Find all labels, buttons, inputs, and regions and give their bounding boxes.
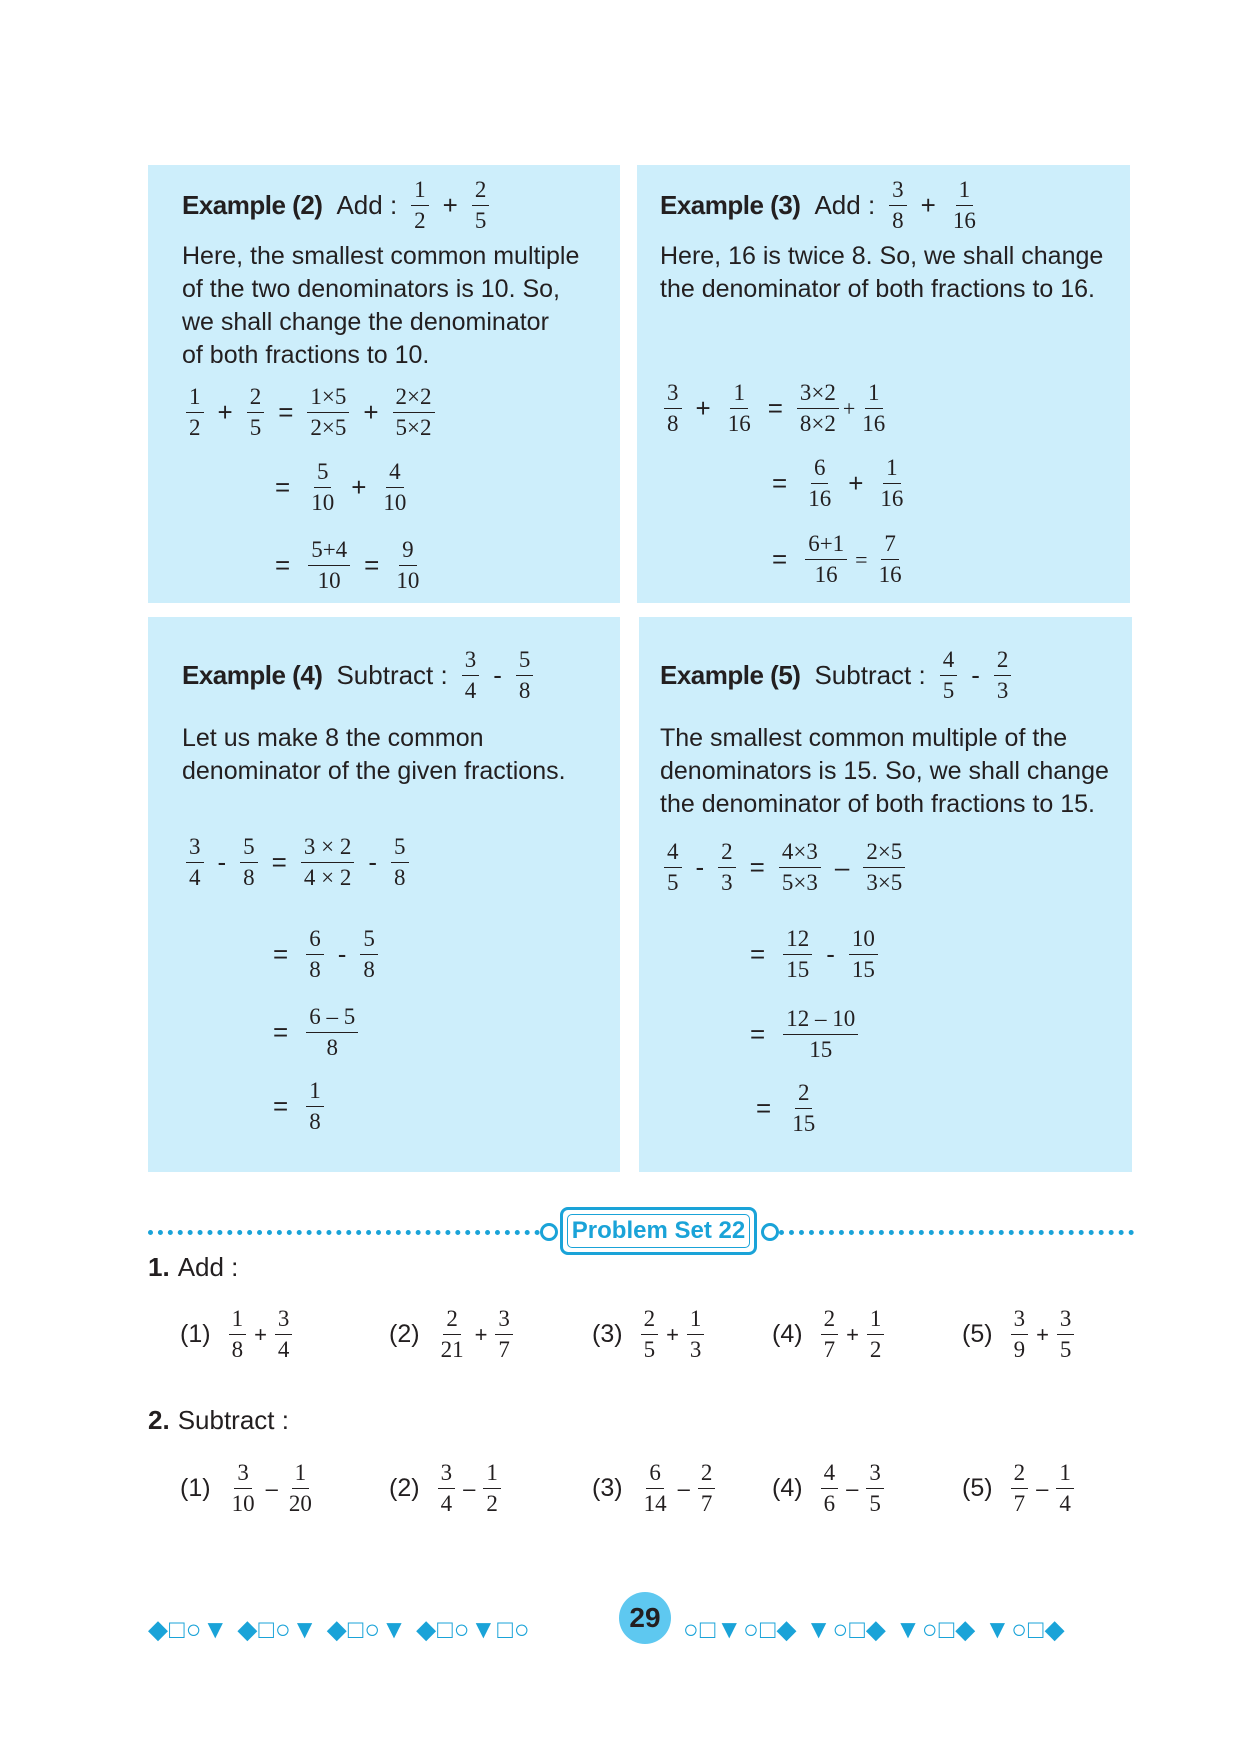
example-3-title: Example (3) Add : $\frac{3}{8}$ + $\frac{1}{16}$ <box>660 177 983 234</box>
divider-ring-right <box>761 1223 779 1241</box>
fraction: $\frac{1}{2}$ <box>411 177 429 234</box>
footer-ornament-left: ◆□○▼ ◆□○▼ ◆□○▼ ◆□○▼□○ <box>148 1614 531 1644</box>
q1-item-5: (5) $\frac{3}{9}$ + $\frac{3}{5}$ <box>962 1306 1078 1363</box>
q2-item-3: (3) $\frac{6}{14}$ – $\frac{2}{7}$ <box>592 1460 719 1517</box>
q2-item-5: (5) $\frac{2}{7}$ – $\frac{1}{4}$ <box>962 1460 1078 1517</box>
fraction: $\frac{1}{16}$ <box>952 177 976 233</box>
page-number: 29 <box>619 1592 671 1644</box>
example-2-title: Example (2) Add : $\frac{1}{2}$ + $\frac{2}{5}$ <box>182 177 493 234</box>
q1-item-3: (3) $\frac{2}{5}$ + $\frac{1}{3}$ <box>592 1306 708 1363</box>
example-3-line-3: = $\frac{6+1}{16}$ = $\frac{7}{16}$ <box>772 531 902 587</box>
example-4-line-3: = $\frac{6 - 5}{8}$ <box>273 1004 362 1061</box>
fraction: $\frac{3}{4}$ <box>462 647 480 704</box>
example-5-title: Example (5) Subtract : $\frac{4}{5}$ - $\frac{2}{3}$ <box>660 647 1015 704</box>
fraction: $\frac{4}{5}$ <box>940 647 958 704</box>
example-2-line-3: = $\frac{5+4}{10}$ = $\frac{9}{10}$ <box>275 537 420 593</box>
problem-set-badge: Problem Set 22 <box>560 1207 757 1255</box>
example-4-line-2: = $\frac{6}{8}$ - $\frac{5}{8}$ <box>273 926 382 983</box>
example-3-line-2: = $\frac{6}{16}$ + $\frac{1}{16}$ <box>772 455 904 511</box>
example-5-text: The smallest common multiple of the denominators is 15. So, we shall change the denominator of both fractions to 15. <box>660 724 1109 818</box>
example-2-line-1: $\frac{1}{2}$ + $\frac{2}{5}$ = $\frac{1\times 5}{2\times 5}$ + $\frac{2\times 2}{5\times 2}$ <box>182 384 439 441</box>
example-2-line-2: = $\frac{5}{10}$ + $\frac{4}{10}$ <box>275 459 407 515</box>
footer-ornament-right: ○□▼○□◆ ▼○□◆ ▼○□◆ ▼○□◆ <box>683 1614 1066 1644</box>
q1-item-4: (4) $\frac{2}{7}$ + $\frac{1}{2}$ <box>772 1306 888 1363</box>
example-5-line-3: = $\frac{12 - 10}{15}$ <box>750 1006 862 1063</box>
question-2-heading: 2. Subtract : <box>148 1405 289 1435</box>
q2-item-4: (4) $\frac{4}{6}$ – $\frac{3}{5}$ <box>772 1460 888 1517</box>
example-5-line-2: = $\frac{12}{15}$ - $\frac{10}{15}$ <box>750 926 882 983</box>
q2-item-2: (2) $\frac{3}{4}$ – $\frac{1}{2}$ <box>389 1460 505 1517</box>
example-3-line-1: $\frac{3}{8}$ + $\frac{1}{16}$ = $\frac{3\times 2}{8\times 2}$ + $\frac{1}{16}$ <box>660 380 892 437</box>
question-1-heading: 1. Add : <box>148 1252 239 1282</box>
example-4-text: Let us make 8 the common denominator of the given fractions. <box>182 724 566 785</box>
example-2-text: Here, the smallest common multiple of the two denominators is 10. So, we shall change the denominator of both fractions to 10. <box>182 242 580 369</box>
example-4-line-4: = $\frac{1}{8}$ <box>273 1078 328 1135</box>
example-4-title: Example (4) Subtract : $\frac{3}{4}$ - $\frac{5}{8}$ <box>182 647 537 704</box>
fraction: $\frac{3}{8}$ <box>889 177 907 234</box>
example-4-line-1: $\frac{3}{4}$ - $\frac{5}{8}$ = $\frac{3 \times 2}{4 \times 2}$ - $\frac{5}{8}$ <box>182 834 413 891</box>
fraction: $\frac{2}{3}$ <box>994 647 1012 704</box>
fraction: $\frac{5}{8}$ <box>516 647 534 704</box>
divider-right <box>779 1230 1134 1235</box>
q1-item-1: (1) $\frac{1}{8}$ + $\frac{3}{4}$ <box>180 1306 296 1363</box>
q1-item-2: (2) $\frac{2}{21}$ + $\frac{3}{7}$ <box>389 1306 517 1363</box>
fraction: $\frac{2}{5}$ <box>472 177 490 234</box>
example-3-text: Here, 16 is twice 8. So, we shall change the denominator of both fractions to 16. <box>660 242 1104 303</box>
example-5-line-1: $\frac{4}{5}$ - $\frac{2}{3}$ = $\frac{4\times 3}{5\times 3}$ – $\frac{2\times 5}{3\times 5}$ <box>660 839 909 896</box>
q2-item-1: (1) $\frac{3}{10}$ – $\frac{1}{20}$ <box>180 1460 312 1516</box>
example-5-line-4: = $\frac{2}{15}$ <box>756 1080 816 1136</box>
divider-ring-left <box>540 1223 558 1241</box>
divider-left <box>148 1230 540 1235</box>
